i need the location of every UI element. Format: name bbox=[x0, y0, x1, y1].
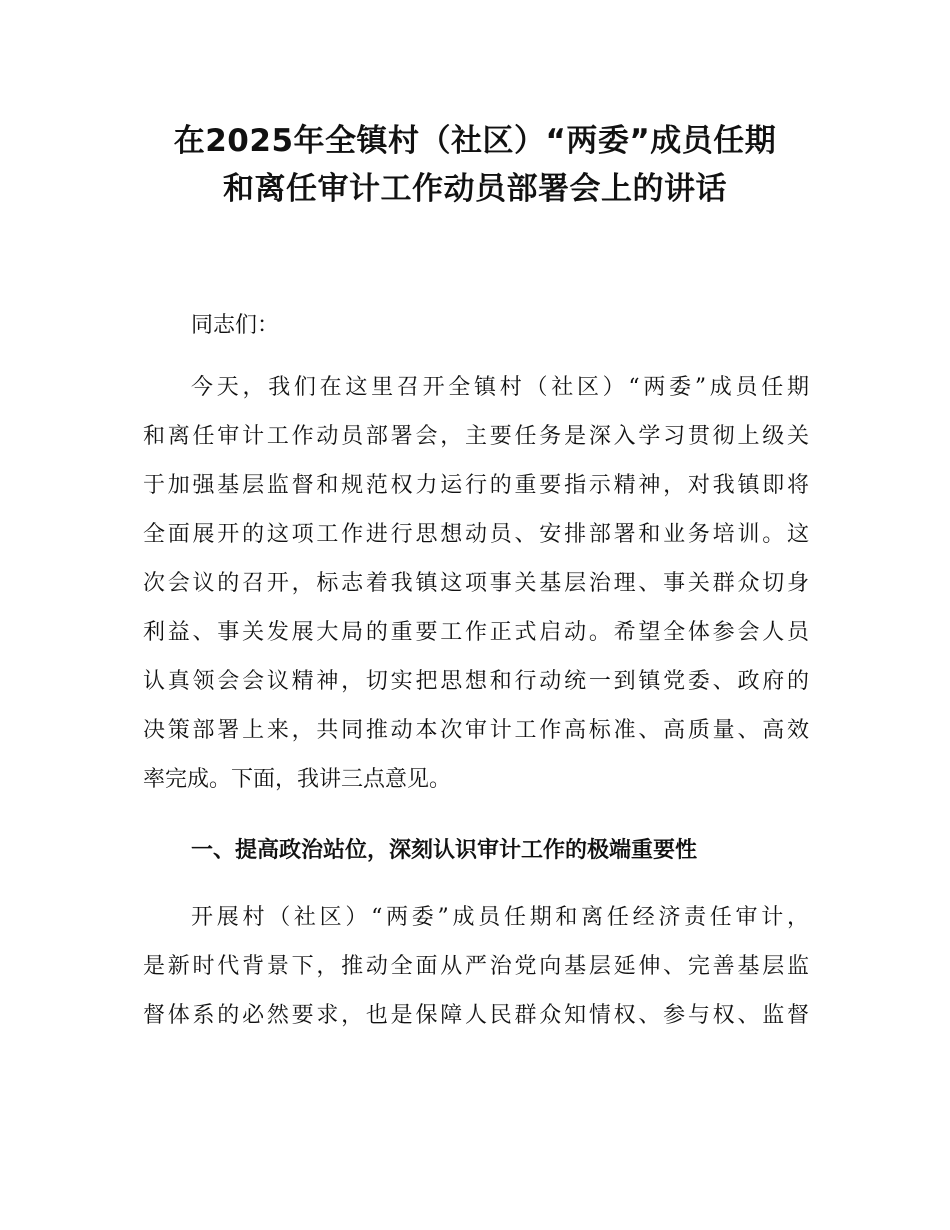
salutation: 同志们： bbox=[191, 313, 280, 338]
paragraph-2-line-3: 督体系的必然要求，也是保障人民群众知情权、参与权、监督 bbox=[143, 1003, 809, 1028]
paragraph-1-line-9: 率完成。下面，我讲三点意见。 bbox=[143, 767, 452, 792]
paragraph-1-line-4: 全面展开的这项工作进行思想动员、安排部署和业务培训。这 bbox=[143, 522, 809, 547]
paragraph-1-line-6: 利益、事关发展大局的重要工作正式启动。希望全体参会人员 bbox=[143, 620, 809, 645]
paragraph-2-line-2: 是新时代背景下，推动全面从严治党向基层延伸、完善基层监 bbox=[143, 954, 809, 979]
paragraph-1-line-1: 今天，我们在这里召开全镇村（社区）“两委”成员任期 bbox=[191, 375, 809, 400]
paragraph-1-line-3: 于加强基层监督和规范权力运行的重要指示精神，对我镇即将 bbox=[143, 473, 809, 498]
document-title-line-2: 和离任审计工作动员部署会上的讲话 bbox=[223, 171, 727, 207]
paragraph-1-line-8: 决策部署上来，共同推动本次审计工作高标准、高质量、高效 bbox=[143, 718, 809, 743]
paragraph-1-line-7: 认真领会会议精神，切实把思想和行动统一到镇党委、政府的 bbox=[143, 669, 809, 694]
paragraph-2-line-1: 开展村（社区）“两委”成员任期和离任经济责任审计， bbox=[191, 905, 809, 930]
paragraph-1-line-5: 次会议的召开，标志着我镇这项事关基层治理、事关群众切身 bbox=[143, 571, 809, 596]
document-title-line-1: 在2025年全镇村（社区）“两委”成员任期 bbox=[173, 123, 777, 159]
section-1-heading: 一、提高政治站位，深刻认识审计工作的极端重要性 bbox=[191, 838, 698, 863]
paragraph-1-line-2: 和离任审计工作动员部署会，主要任务是深入学习贯彻上级关 bbox=[143, 424, 809, 449]
